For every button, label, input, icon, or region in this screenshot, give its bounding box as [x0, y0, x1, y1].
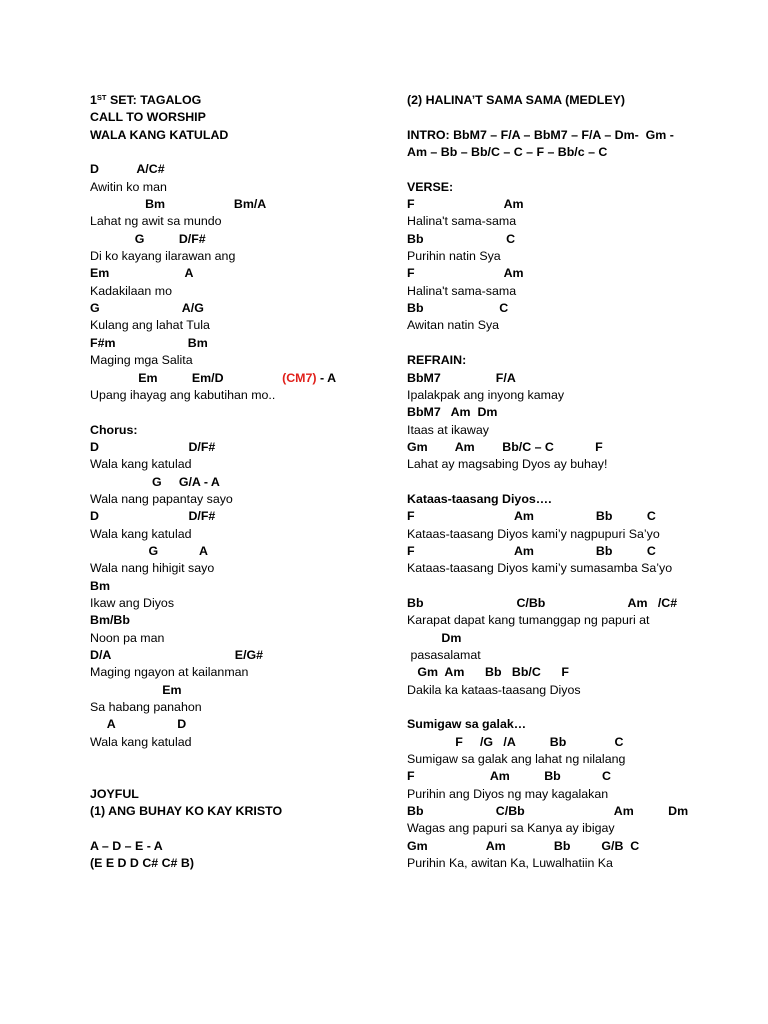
chord-or-heading-line: (E E D D C# C# B): [90, 856, 194, 871]
lyric-line: [90, 144, 390, 161]
lyric-line: Awitan natin Sya: [407, 318, 500, 333]
lyric-line: Kulang ang lahat Tula: [90, 318, 210, 333]
chord-or-heading-line: BbM7 Am Dm: [407, 405, 498, 420]
chord-or-heading-line: Bb C: [407, 231, 516, 246]
lyric-line: Wala nang hihigit sayo: [90, 561, 215, 576]
lyric-line: Kataas-taasang Diyos kami’y sumasamba Sa’yo: [407, 561, 673, 576]
chord-or-heading-line: [90, 370, 390, 387]
lyric-line: [407, 109, 752, 126]
lyric-line: Wala kang katulad: [90, 457, 192, 472]
lyric-line: [407, 474, 752, 491]
lyric-line: Sumigaw sa galak ang lahat ng nilalang: [407, 752, 626, 767]
chord-or-heading-line: D A/C#: [90, 162, 165, 177]
chord-or-heading-line: Bb C/Bb Am Dm: [407, 804, 689, 819]
chord-or-heading-line: D D/F#: [90, 509, 216, 524]
chord-or-heading-line: Bm/Bb: [90, 613, 130, 628]
chord-or-heading-line: F Am Bb C: [407, 543, 656, 558]
lyric-line: [90, 404, 390, 421]
lyric-line: Wagas ang papuri sa Kanya ay ibigay: [407, 821, 615, 836]
lyric-line: Ipalakpak ang inyong kamay: [407, 387, 565, 402]
lyric-line: Purihin natin Sya: [407, 249, 501, 264]
lyric-line: Wala kang katulad: [90, 526, 192, 541]
lyric-line: [90, 820, 390, 837]
chord-or-heading-line: CALL TO WORSHIP: [90, 110, 206, 125]
chord-or-heading-line: BbM7 F/A: [407, 370, 516, 385]
chord-or-heading-line: WALA KANG KATULAD: [90, 127, 229, 142]
chord-highlight: (CM7): [282, 370, 317, 385]
chord-or-heading-line: Em A: [90, 266, 194, 281]
lyric-line: Purihin ang Diyos ng may kagalakan: [407, 786, 609, 801]
lyric-line: [90, 768, 390, 785]
lyric-line: Upang ihayag ang kabutihan mo..: [90, 387, 276, 402]
lyric-line: Dakila ka kataas-taasang Diyos: [407, 682, 581, 697]
chord-or-heading-line: [90, 92, 390, 109]
chord-or-heading-line: D/A E/G#: [90, 648, 264, 662]
chord-or-heading-line: G D/F#: [90, 231, 206, 246]
chord-or-heading-line: G A: [90, 543, 208, 558]
chord-or-heading-line: G A/G: [90, 301, 204, 316]
lyric-line: [407, 161, 752, 178]
chord-or-heading-line: Dm: [407, 630, 462, 645]
chord-or-heading-line: A D: [90, 717, 187, 732]
chord-or-heading-line: Gm Am Bb G/B C: [407, 838, 640, 853]
chord-or-heading-line: REFRAIN:: [407, 353, 467, 368]
chord-or-heading-line: (1) ANG BUHAY KO KAY KRISTO: [90, 804, 283, 819]
chord-or-heading-line: Em: [90, 682, 182, 697]
lyric-line: [90, 751, 390, 768]
chord-or-heading-line: A – D – E - A: [90, 838, 163, 853]
chord-or-heading-line: Sumigaw sa galak…: [407, 717, 527, 732]
lyric-line: Lahat ng awit sa mundo: [90, 214, 222, 229]
lyric-line: Lahat ay magsabing Dyos ay buhay!: [407, 457, 608, 472]
chord-or-heading-line: Bb C/Bb Am /C#: [407, 595, 678, 610]
lyric-line: Purihin Ka, awitan Ka, Luwalhatiin Ka: [407, 856, 613, 871]
chord-or-heading-line: Bb C: [407, 301, 509, 316]
lyric-line: Noon pa man: [90, 630, 165, 645]
lyric-line: [407, 335, 752, 352]
line-segment: ST: [96, 93, 107, 102]
left-column: [90, 92, 390, 872]
chord-or-heading-line: Chorus:: [90, 422, 138, 437]
lyric-line: pasasalamat: [407, 648, 481, 662]
lyric-line: Wala nang papantay sayo: [90, 491, 233, 506]
lyric-line: [407, 578, 752, 595]
chord-or-heading-line: D D/F#: [90, 439, 216, 454]
chord-or-heading-line: INTRO: BbM7 – F/A – BbM7 – F/A – Dm- Gm -: [407, 127, 674, 142]
chord-or-heading-line: JOYFUL: [90, 786, 139, 801]
chord-or-heading-line: F#m Bm: [90, 335, 208, 350]
chord-or-heading-line: F Am: [407, 197, 524, 212]
lyric-line: Maging mga Salita: [90, 353, 193, 368]
chord-or-heading-line: F /G /A Bb C: [407, 734, 624, 749]
lyric-line: Awitin ko man: [90, 179, 167, 194]
lyric-line: Di ko kayang ilarawan ang: [90, 249, 236, 264]
chord-or-heading-line: Bm Bm/A: [90, 197, 267, 212]
line-segment: - A: [316, 370, 337, 385]
lyric-line: Karapat dapat kang tumanggap ng papuri at: [407, 613, 650, 628]
lyric-line: Wala kang katulad: [90, 734, 192, 749]
line-segment: Em Em/D: [90, 370, 283, 385]
lyric-line: Maging ngayon at kailanman: [90, 665, 249, 680]
right-column: [407, 92, 752, 872]
chord-or-heading-line: Gm Am Bb/C – C F: [407, 439, 603, 454]
lyric-line: Halina't sama-sama: [407, 283, 517, 298]
chord-or-heading-line: F Am Bb C: [407, 509, 656, 524]
lyric-line: [407, 699, 752, 716]
chord-or-heading-line: VERSE:: [407, 179, 454, 194]
lyric-line: Kataas-taasang Diyos kami’y nagpupuri Sa’yo: [407, 526, 660, 541]
chord-or-heading-line: Gm Am Bb Bb/C F: [407, 665, 570, 680]
chord-or-heading-line: Am – Bb – Bb/C – C – F – Bb/c – C: [407, 145, 608, 160]
chord-or-heading-line: F Am: [407, 266, 524, 281]
lyric-line: Itaas at ikaway: [407, 422, 489, 437]
lyric-line: Halina't sama-sama: [407, 214, 517, 229]
lyric-line: Ikaw ang Diyos: [90, 595, 175, 610]
chord-or-heading-line: (2) HALINA’T SAMA SAMA (MEDLEY): [407, 93, 625, 107]
chord-or-heading-line: Kataas-taasang Diyos….: [407, 491, 552, 506]
chord-or-heading-line: Bm: [90, 578, 110, 593]
lyric-line: Sa habang panahon: [90, 700, 202, 715]
chord-or-heading-line: G G/A - A: [90, 474, 220, 489]
line-segment: SET: TAGALOG: [106, 93, 202, 107]
line-segment: 1: [90, 93, 97, 107]
chord-or-heading-line: F Am Bb C: [407, 769, 612, 784]
lyric-line: Kadakilaan mo: [90, 283, 172, 298]
